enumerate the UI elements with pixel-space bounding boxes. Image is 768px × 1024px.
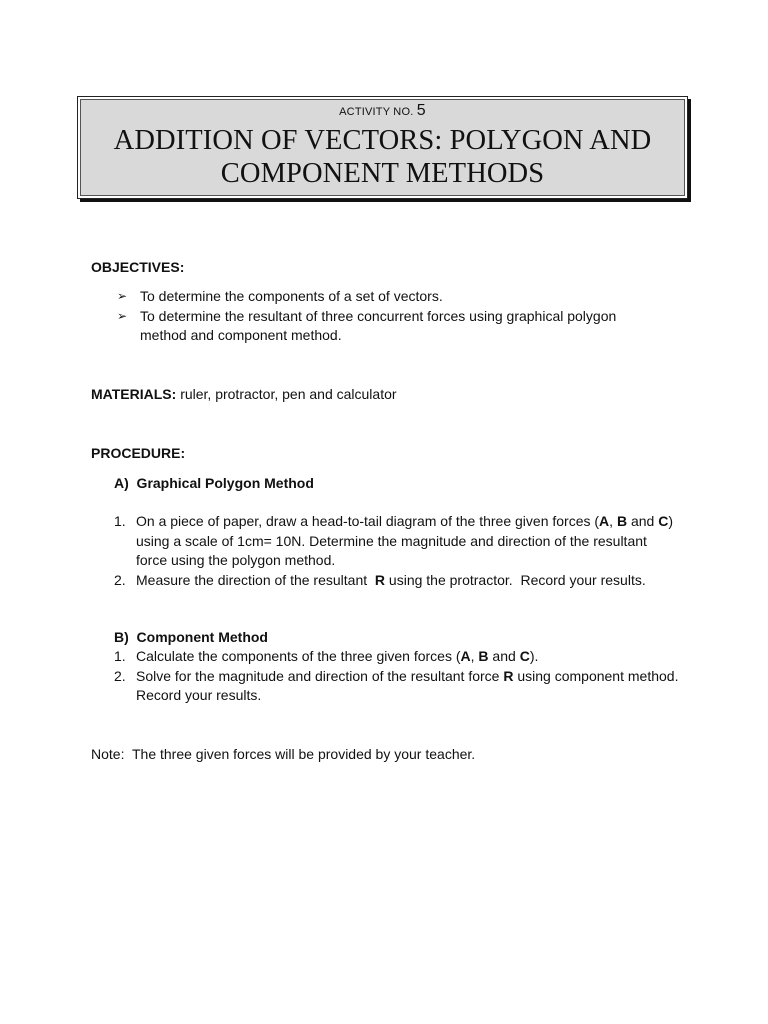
section-b-heading: B) Component Method xyxy=(114,629,268,645)
list-item xyxy=(114,667,686,706)
step-text: Calculate the components of the three given forces ( xyxy=(136,648,461,664)
section-a-steps xyxy=(114,512,694,590)
step-number: 1. xyxy=(114,513,126,529)
list-item xyxy=(117,287,677,307)
section-b-steps xyxy=(114,647,694,706)
force-a-label: A xyxy=(599,513,610,529)
step-number: 2. xyxy=(114,667,126,684)
objectives-heading: OBJECTIVES: xyxy=(91,259,185,275)
note-text: Note: The three given forces will be provided by your teacher. xyxy=(91,746,476,762)
step-text: On a piece of paper, draw a head-to-tail diagram of the three given forces ( xyxy=(136,513,600,529)
title-line-2: COMPONENT METHODS xyxy=(220,158,545,189)
materials-text: ruler, protractor, pen and calculator xyxy=(180,386,397,402)
force-b-label: B xyxy=(616,513,628,529)
list-item xyxy=(114,571,661,591)
objective-text: To determine the resultant of three concurrent forces using graphical polygon method and component method. xyxy=(140,307,617,343)
step-text: , xyxy=(609,513,617,529)
step-number: 2. xyxy=(114,571,126,588)
step-text: using the protractor. Record your results. xyxy=(385,571,646,588)
title-panel xyxy=(80,99,685,196)
resultant-label: R xyxy=(374,571,386,588)
objectives-list xyxy=(117,287,677,346)
page-title xyxy=(81,124,684,190)
force-c-label: C xyxy=(519,648,530,664)
objective-text: To determine the components of a set of vectors. xyxy=(140,288,443,304)
step-text: Solve for the magnitude and direction of the resultant force xyxy=(136,667,504,684)
list-item xyxy=(117,307,660,346)
force-c-label: C xyxy=(658,513,669,529)
list-item xyxy=(114,512,678,571)
step-text: and xyxy=(488,648,520,664)
step-text: ). xyxy=(529,648,539,664)
materials-heading: MATERIALS: xyxy=(91,386,177,402)
step-number: 1. xyxy=(114,648,126,664)
activity-number-line xyxy=(81,102,684,121)
materials-line xyxy=(91,385,397,405)
arrow-bullet-icon: ➢ xyxy=(117,289,128,303)
resultant-label: R xyxy=(503,667,514,684)
arrow-bullet-icon: ➢ xyxy=(117,308,128,323)
title-line-1: ADDITION OF VECTORS: POLYGON AND xyxy=(113,125,652,156)
step-text: and xyxy=(627,513,659,529)
force-a-label: A xyxy=(460,648,471,664)
activity-label: ACTIVITY NO. xyxy=(339,106,414,118)
procedure-heading: PROCEDURE: xyxy=(91,445,186,461)
step-text: using component method. Record your results. xyxy=(136,667,687,703)
section-a-heading: A) Graphical Polygon Method xyxy=(114,475,314,491)
activity-number: 5 xyxy=(416,102,426,119)
step-text: Measure the direction of the resultant xyxy=(136,571,375,588)
step-text: ) using a scale of 1cm= 10N. Determine the magnitude and direction of the resultant force using the polygon method. xyxy=(136,513,674,568)
title-box xyxy=(77,96,688,199)
list-item xyxy=(114,647,694,667)
step-text: , xyxy=(470,648,479,664)
force-b-label: B xyxy=(478,648,489,664)
